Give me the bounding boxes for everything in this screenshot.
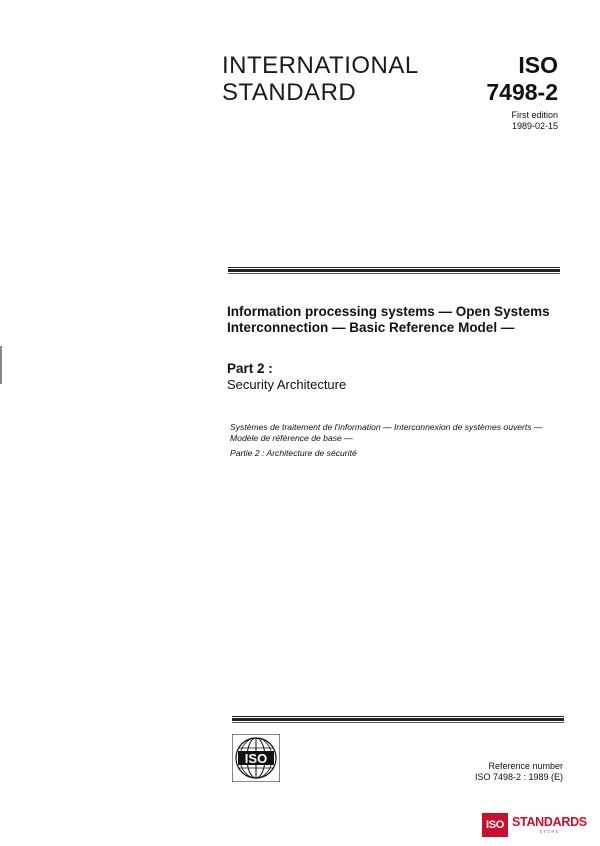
reference-label: Reference number [488, 761, 563, 771]
reference-number [475, 761, 563, 783]
part-label-english: Part 2 : [227, 361, 273, 376]
logo-text: ISO [244, 751, 268, 766]
standard-number: 7498-2 [486, 79, 558, 105]
edition-date: 1989-02-15 [511, 121, 558, 131]
document-type-line2: STANDARD [222, 79, 357, 106]
store-word: STANDARDS [512, 815, 587, 829]
standard-code [486, 52, 558, 106]
part-french: Partie 2 : Architecture de sécurité [230, 448, 357, 458]
edition-label: First edition [511, 110, 558, 120]
top-divider [228, 267, 560, 274]
standard-prefix: ISO [518, 52, 558, 78]
store-sub: STORE [539, 829, 560, 834]
store-text [512, 816, 587, 834]
subtitle-english: Security Architecture [227, 377, 347, 392]
document-type [222, 52, 419, 106]
scan-edge-mark [0, 346, 2, 384]
title-french: Systèmes de traitement de l'information — Interconnexion de systèmes ouverts — Modèle de référence de base — [230, 422, 543, 443]
iso-globe-logo-icon [232, 734, 280, 782]
store-badge: ISO [482, 813, 508, 837]
reference-value: ISO 7498-2 : 1989 (E) [474, 772, 563, 782]
standards-store-watermark[interactable] [482, 813, 587, 837]
title-english: Information processing systems — Open Systems Interconnection — Basic Reference Model — [227, 304, 550, 335]
document-type-line1: INTERNATIONAL [222, 52, 419, 79]
edition-info [511, 110, 558, 132]
bottom-divider [232, 716, 564, 723]
